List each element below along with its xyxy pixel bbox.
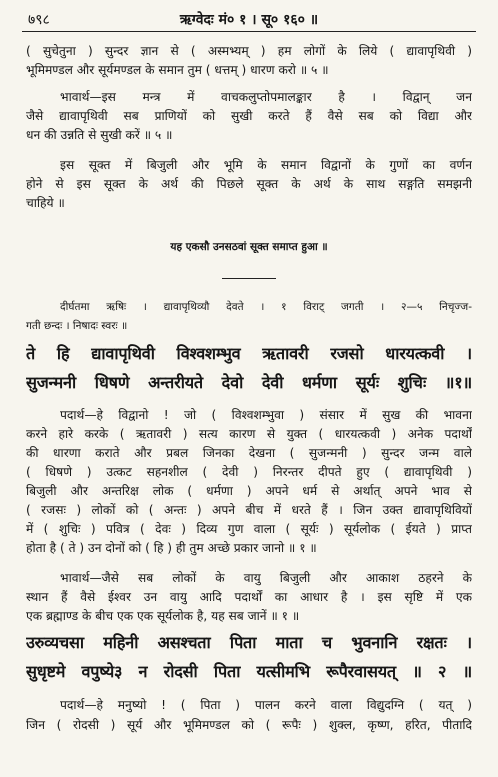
text-line: एक ब्रह्माण्ड के बीच एक एक सूर्यलोक है, यह सब जानें ॥ १ ॥ — [26, 609, 300, 623]
text-line: बिजुली और अन्तरिक्ष लोक ( धर्मणा ) अपने धर्म से अर्थात् अपने भाव से — [26, 484, 472, 498]
text-line: होने से इस सूक्त के अर्थ की पिछले सूक्त के अर्थ के साथ सङ्गति समझनी — [26, 177, 472, 191]
text-line: ( धिषणे ) उत्कट सहनशील ( देवी ) निरन्तर दीपते हुए ( द्यावापृथिवी ) — [26, 465, 472, 479]
header-rule — [22, 31, 476, 32]
padartha-line: पदार्थ—हे मनुष्यो ! ( पिता ) पालन करने वाला विद्युदग्नि ( यत् ) — [60, 698, 472, 712]
sukta-meta: गती छन्दः । निषादः स्वरः ॥ — [26, 320, 128, 332]
text-line: ( रजसः ) लोकों को ( अन्तः ) अपने बीच में धरते हैं । जिन उक्त द्यावापृथिवियों — [26, 503, 472, 517]
mantra-line: ते हि द्यावापृथिवी विश्वशम्भुव ऋतावरी रजसो धारयत्कवी । — [26, 344, 472, 363]
text-line: में ( शुचिः ) पवित्र ( देवः ) दिव्य गुण वाला ( सूर्यः ) सूर्यलोक ( ईयते ) प्राप्त — [26, 522, 472, 536]
bhavartha-line: भावार्थ—जैसे सब लोकों के वायु बिजुली और आकाश ठहरने के — [60, 571, 472, 585]
mantra-line: उरुव्यचसा महिनी असश्चता पिता माता च भुवनानि रक्षतः । — [26, 633, 472, 652]
mantra-line: सुजन्मनी धिषणे अन्तरीयते देवो देवी धर्मणा सूर्यः शुचिः ॥१॥ — [26, 373, 472, 392]
padartha-line: पदार्थ—हे विद्वानो ! जो ( विश्वशम्भुवा ) संसार में सुख की भावना — [60, 408, 472, 422]
sukta-meta: दीर्घतमा ऋषिः । द्यावापृथिव्यौ देवते । १ विराट् जगती । २—५ निचृज्ज- — [60, 301, 472, 313]
section-divider — [222, 278, 276, 279]
bhavartha-line: भावार्थ—इस मन्त्र में वाचकलुप्तोपमालङ्कार है । विद्वान् जन — [60, 90, 472, 104]
text-line: जैसे द्यावापृथिवी सब प्राणियों को सुखी करते हैं वैसे सब को विद्या और — [26, 109, 472, 123]
text-line: जिन ( रोदसी ) सूर्य और भूमिमण्डल को ( रूपैः ) शुक्ल, कृष्ण, हरित, पीतादि — [26, 718, 472, 732]
text-line: भूमिमण्डल और सूर्यमण्डल के समान तुम ( धत्तम् ) धारण करो ॥ ५ ॥ — [26, 63, 329, 77]
text-line: की धारणा कराते और प्रबल जिनका देखना ( सुजन्मनी ) सुन्दर जन्म वाले — [26, 446, 472, 460]
summary-line: इस सूक्त में बिजुली और भूमि के समान विद्वानों के गुणों का वर्णन — [60, 158, 472, 172]
page-number: ७९८ — [28, 12, 50, 28]
text-line: स्थान हैं वैसे ईश्वर उन वायु आदि पदार्थों का आधार है । इस सृष्टि में एक — [26, 590, 472, 604]
text-line: धन की उन्नति से सुखी करें ॥ ५ ॥ — [26, 128, 173, 142]
running-title: ऋग्वेदः मं० १ । सू० १६० ॥ — [179, 12, 319, 28]
text-line: चाहिये ॥ — [26, 196, 65, 210]
sukta-end-notice: यह एकसौ उनसठवां सूक्त समाप्त हुआ ॥ — [170, 241, 328, 253]
text-line: होता है ( ते ) उन दोनों को ( हि ) ही तुम अच्छे प्रकार जानो ॥ १ ॥ — [26, 541, 317, 555]
mantra-line: सुधृष्टमे वपुष्ये३ न रोदसी पिता यत्सीमभि रूपैरवासयत् ॥ २ ॥ — [26, 662, 472, 681]
text-line: ( सुचेतुना ) सुन्दर ज्ञान से ( अस्मभ्यम् ) हम लोगों के लिये ( द्यावापृथिवी ) — [26, 44, 472, 58]
text-line: करने हारे करके ( ऋतावरी ) सत्य कारण से युक्त ( धारयत्कवी ) अनेक पदार्थों — [26, 427, 472, 441]
page-header — [24, 8, 474, 30]
